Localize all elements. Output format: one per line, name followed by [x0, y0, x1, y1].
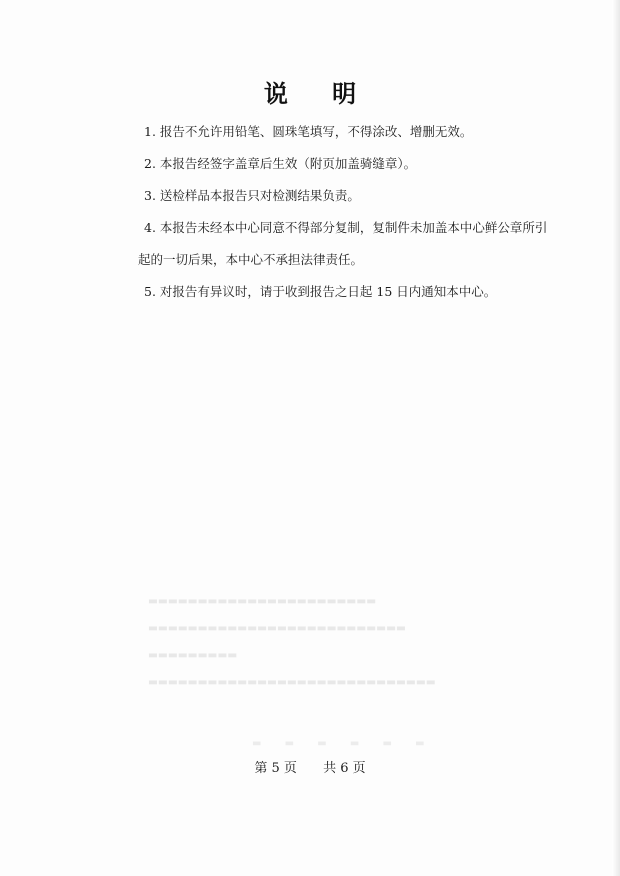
page-number-total: 共 6 页	[323, 761, 366, 776]
bleed-through-text	[148, 588, 468, 696]
bleed-through-line: ▬▬▬▬▬▬▬▬▬▬▬▬▬▬▬▬▬▬▬▬▬▬▬▬▬▬▬▬▬	[148, 676, 436, 688]
note-item-3: 3. 送检样品本报告只对检测结果负责。	[144, 188, 360, 203]
note-item-2: 2. 本报告经签字盖章后生效（附页加盖骑缝章）。	[144, 156, 417, 171]
page-footer	[0, 757, 620, 776]
page-edge-shadow	[612, 0, 620, 876]
bleed-through-line: ▬▬▬▬▬▬▬▬▬▬▬▬▬▬▬▬▬▬▬▬▬▬▬	[148, 595, 377, 607]
bleed-through-line: ▬▬▬▬▬▬▬▬▬	[148, 649, 238, 661]
page-title: 说 明	[263, 79, 375, 108]
page-number-current: 第 5 页	[254, 761, 297, 776]
notes-list	[138, 116, 564, 308]
bleed-through-footer: ▬ ▬ ▬ ▬ ▬ ▬	[252, 738, 435, 749]
note-item-5: 5. 对报告有异议时，请于收到报告之日起 15 日内通知本中心。	[144, 284, 497, 299]
note-item-4: 4. 本报告未经本中心同意不得部分复制，复制件未加盖本中心鲜公章所引	[144, 220, 548, 235]
note-item-4-continued: 起的一切后果，本中心不承担法律责任。	[138, 252, 364, 267]
bleed-through-line: ▬▬▬▬▬▬▬▬▬▬▬▬▬▬▬▬▬▬▬▬▬▬▬▬▬▬	[148, 622, 406, 634]
note-item-1: 1. 报告不允许用铅笔、圆珠笔填写，不得涂改、增删无效。	[144, 124, 473, 139]
